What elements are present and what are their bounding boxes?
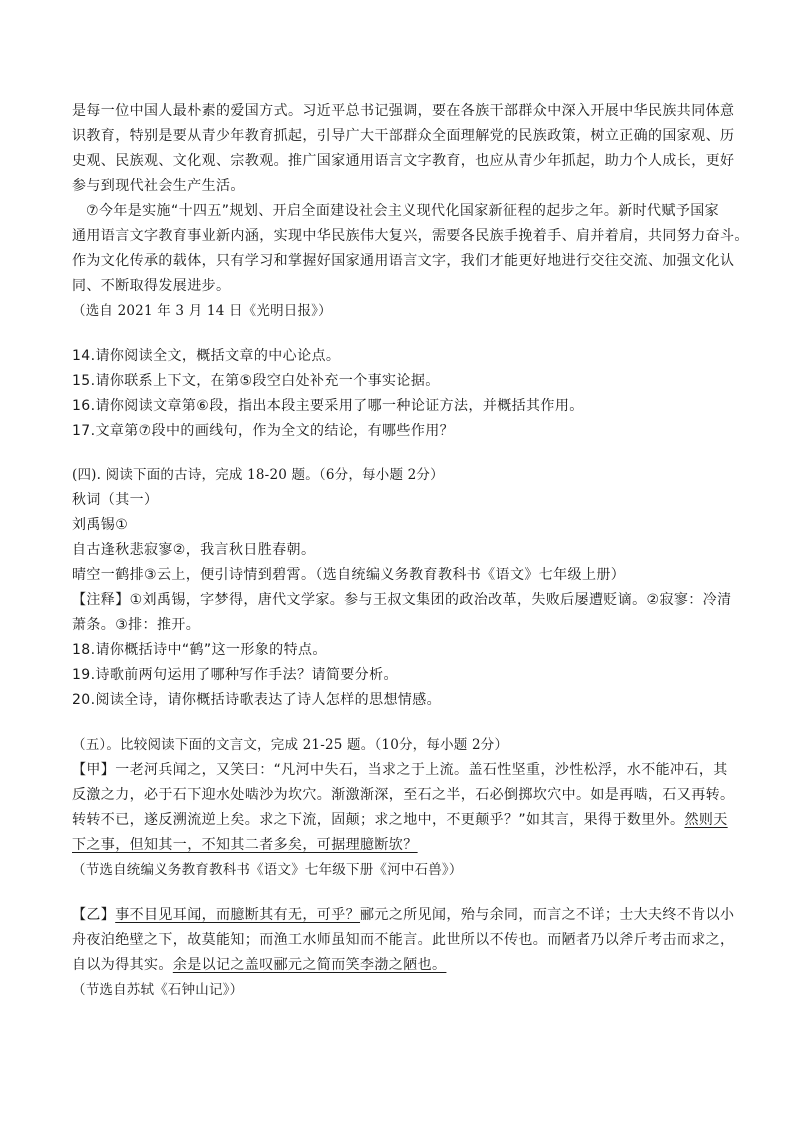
question-20: 20.阅读全诗，请你概括诗歌表达了诗人怎样的思想情感。	[72, 692, 442, 708]
jia-line-2: 反激之力，必于石下迎水处啮沙为坎穴。渐激渐深，至石之半，石必倒掷坎穴中。如是再啮，石又再转。	[72, 787, 735, 803]
jia-underlined-sentence-part-2: 下之事，但知其一，不知其二者多矣，可据理臆断欤？	[72, 837, 418, 853]
poem-note-line-1: 【注释】①刘禹锡，字梦得，唐代文学家。参与王叔文集团的政治改革，失败后屡遭贬谪。②寂寥：冷清	[72, 592, 732, 608]
yi-line-3	[72, 955, 446, 975]
question-16: 16.请你阅读文章第⑥段，指出本段主要采用了哪一种论证方法，并概括其作用。	[72, 398, 584, 414]
yi-line-1-rest: 郦元之所见闻，殆与余同，而言之不详；士大夫终不肯以小	[360, 907, 735, 923]
yi-source: （节选自苏轼《石钟山记》）	[72, 982, 244, 998]
passage-p7-line-2: 通用语言文字教育事业新内涵，实现中华民族伟大复兴，需要各民族手挽着手、肩并着肩，共同努力奋斗。	[72, 228, 749, 244]
passage-p7-line-1: ⑦今年是实施“十四五”规划、开启全面建设社会主义现代化国家新征程的起步之年。新时代赋予国家	[86, 203, 720, 219]
jia-underlined-sentence-part-1: 然则天	[684, 812, 728, 828]
poem-verse-1: 自古逢秋悲寂寥②，我言秋日胜春朝。	[72, 542, 316, 558]
question-17: 17.文章第⑦段中的画线句，作为全文的结论，有哪些作用？	[72, 423, 455, 439]
jia-line-3	[72, 810, 728, 830]
yi-line-1	[72, 905, 734, 925]
poem-note-line-2: 萧条。③排：推开。	[72, 617, 201, 633]
yi-line-3-text: 自以为得其实。	[72, 957, 173, 973]
question-15: 15.请你联系上下文，在第⑤段空白处补充一个事实论据。	[72, 373, 440, 389]
passage-p6-line-4: 参与到现代社会生产生活。	[72, 178, 245, 194]
passage-p6-line-3: 史观、民族观、文化观、宗教观。推广国家通用语言文字教育，也应从青少年抓起，助力个人成长，更好	[72, 153, 735, 169]
poem-title: 秋词（其一）	[72, 492, 159, 508]
jia-line-3-text: 转转不已，遂反溯流逆上矣。求之下流，固颠；求之地中，不更颠乎？”如其言，果得于数里外。	[72, 812, 685, 828]
yi-underlined-sentence-2: 余是以记之盖叹郦元之简而笑李渤之陋也。	[172, 957, 447, 973]
passage-p6-line-2: 识教育，特别是要从青少年教育抓起，引导广大干部群众全面理解党的民族政策，树立正确的国家观、历	[72, 128, 735, 144]
question-18: 18.请你概括诗中“鹤”这一形象的特点。	[72, 642, 327, 658]
question-14: 14.请你阅读全文，概括文章的中心论点。	[72, 348, 341, 364]
yi-line-2: 舟夜泊绝壁之下，故莫能知；而渔工水师虽知而不能言。此世所以不传也。而陋者乃以斧斤考击而求之，	[72, 932, 735, 948]
passage-p7-line-4: 同、不断取得发展进步。	[72, 278, 231, 294]
section4-heading: (四). 阅读下面的古诗，完成 18-20 题。（6分，每小题 2分）	[72, 467, 444, 483]
jia-source: （节选自统编义务教育教科书《语文》七年级下册《河中石兽》）	[72, 862, 463, 878]
question-19: 19.诗歌前两句运用了哪种写作手法？请简要分析。	[72, 667, 398, 683]
passage-p6-line-1: 是每一位中国人最朴素的爱国方式。习近平总书记强调，要在各族干部群众中深入开展中华民族共同体意	[72, 103, 735, 119]
poem-verse-2: 晴空一鹤排③云上，便引诗情到碧霄。（选自统编义务教育教科书《语文》七年级上册）	[72, 567, 626, 583]
jia-line-1: 【甲】一老河兵闻之，又笑曰：“凡河中失石，当求之于上流。盖石性坚重，沙性松浮，水不能冲石，其	[72, 762, 728, 778]
section5-heading: （五）。比较阅读下面的文言文，完成 21-25 题。（10分，每小题 2分）	[72, 737, 509, 753]
yi-label: 【乙】	[72, 907, 116, 923]
passage-source: （选自 2021 年 3 月 14 日《光明日报》）	[72, 303, 332, 319]
poem-author: 刘禹锡①	[72, 517, 129, 533]
passage-p7-line-3: 作为文化传承的载体，只有学习和掌握好国家通用语言文字，我们才能更好地进行交往交流、加强文化认	[72, 253, 735, 269]
yi-underlined-sentence-1: 事不目见耳闻，而臆断其有无，可乎？	[115, 907, 361, 923]
